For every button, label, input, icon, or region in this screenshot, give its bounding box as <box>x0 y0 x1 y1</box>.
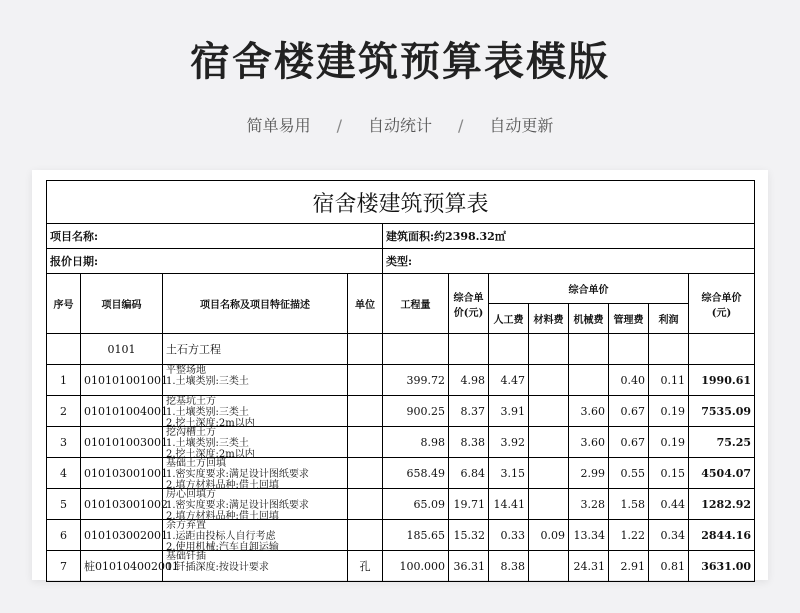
tag-separator: / <box>458 116 464 135</box>
row-unit: 孔 <box>348 551 383 582</box>
row-profit: 0.19 <box>649 396 689 427</box>
row-code: 010101003001 <box>81 427 163 458</box>
row-mgmt: 0.67 <box>609 396 649 427</box>
row-material <box>529 489 569 520</box>
row-unit <box>348 427 383 458</box>
table-row <box>47 427 755 458</box>
row-unit-price: 6.84 <box>449 458 489 489</box>
row-seq: 2 <box>47 396 81 427</box>
row-total: 4504.07 <box>689 458 755 489</box>
row-machine <box>569 365 609 396</box>
row-qty: 65.09 <box>383 489 449 520</box>
row-desc-name: 平整场地 <box>166 365 206 376</box>
row-material <box>529 458 569 489</box>
row-desc-line2: 2.填方材料品种:借土回填 <box>166 480 279 491</box>
row-profit: 0.15 <box>649 458 689 489</box>
row-machine: 3.60 <box>569 396 609 427</box>
row-unit <box>348 365 383 396</box>
row-unit-price: 15.32 <box>449 520 489 551</box>
row-desc-name: 挖基坑土方 <box>166 396 216 407</box>
row-labor: 3.91 <box>489 396 529 427</box>
row-desc-line2: 2.挖土深度:2m以内 <box>166 418 255 429</box>
row-seq: 5 <box>47 489 81 520</box>
section-code: 0101 <box>81 334 163 365</box>
budget-table <box>46 180 755 582</box>
row-profit: 0.19 <box>649 427 689 458</box>
header-profit: 利润 <box>649 304 689 334</box>
row-code: 010101004001 <box>81 396 163 427</box>
header-mgmt: 管理费 <box>609 304 649 334</box>
row-material <box>529 396 569 427</box>
row-desc-line1: 1.土壤类别:三类土 <box>166 376 249 387</box>
row-labor: 8.38 <box>489 551 529 582</box>
row-unit-price: 4.98 <box>449 365 489 396</box>
row-desc-line1: 1.土壤类别:三类土 <box>166 438 249 449</box>
feature-tags <box>0 113 800 136</box>
row-qty: 658.49 <box>383 458 449 489</box>
row-seq: 4 <box>47 458 81 489</box>
building-area: 建筑面积:约2398.32㎡ <box>383 224 755 249</box>
row-code: 桩010104002001 <box>81 551 163 582</box>
row-total: 3631.00 <box>689 551 755 582</box>
row-labor: 3.92 <box>489 427 529 458</box>
row-desc-line1: 1.运距由投标人自行考虑 <box>166 531 276 542</box>
row-total: 2844.16 <box>689 520 755 551</box>
type-label: 类型: <box>383 249 755 274</box>
row-material <box>529 365 569 396</box>
row-material <box>529 427 569 458</box>
row-mgmt: 2.91 <box>609 551 649 582</box>
row-code: 010101001001 <box>81 365 163 396</box>
row-desc-line2: 2.填方材料品种:借土回填 <box>166 511 279 522</box>
header-labor: 人工费 <box>489 304 529 334</box>
row-unit-price: 19.71 <box>449 489 489 520</box>
row-labor: 3.15 <box>489 458 529 489</box>
row-total: 1990.61 <box>689 365 755 396</box>
table-row <box>47 396 755 427</box>
section-name: 土石方工程 <box>163 334 348 365</box>
row-machine: 3.60 <box>569 427 609 458</box>
table-row <box>47 520 755 551</box>
row-desc-name: 挖沟槽土方 <box>166 427 216 438</box>
row-unit <box>348 489 383 520</box>
row-desc-name: 余方弃置 <box>166 520 206 531</box>
header-seq: 序号 <box>47 274 81 334</box>
row-mgmt: 1.22 <box>609 520 649 551</box>
row-labor: 14.41 <box>489 489 529 520</box>
row-description <box>163 520 348 551</box>
row-qty: 100.000 <box>383 551 449 582</box>
quote-date-label: 报价日期: <box>47 249 383 274</box>
row-machine: 13.34 <box>569 520 609 551</box>
row-labor: 0.33 <box>489 520 529 551</box>
row-unit <box>348 458 383 489</box>
row-total: 75.25 <box>689 427 755 458</box>
row-qty: 8.98 <box>383 427 449 458</box>
sheet-title: 宿舍楼建筑预算表 <box>47 181 755 224</box>
row-qty: 185.65 <box>383 520 449 551</box>
row-code: 010103002001 <box>81 520 163 551</box>
header-desc: 项目名称及项目特征描述 <box>163 274 348 334</box>
row-machine: 2.99 <box>569 458 609 489</box>
header-unit: 单位 <box>348 274 383 334</box>
header-material: 材料费 <box>529 304 569 334</box>
row-unit-price: 8.37 <box>449 396 489 427</box>
row-machine: 24.31 <box>569 551 609 582</box>
row-qty: 900.25 <box>383 396 449 427</box>
tag-easy: 简单易用 <box>246 116 311 135</box>
row-profit: 0.81 <box>649 551 689 582</box>
row-description <box>163 396 348 427</box>
table-row <box>47 551 755 582</box>
row-description <box>163 551 348 582</box>
row-mgmt: 0.55 <box>609 458 649 489</box>
row-unit-price: 36.31 <box>449 551 489 582</box>
row-material: 0.09 <box>529 520 569 551</box>
row-mgmt: 0.67 <box>609 427 649 458</box>
row-total: 7535.09 <box>689 396 755 427</box>
row-seq: 7 <box>47 551 81 582</box>
row-desc-line1: 1.密实度要求:满足设计图纸要求 <box>166 500 309 511</box>
row-mgmt: 0.40 <box>609 365 649 396</box>
header-machine: 机械费 <box>569 304 609 334</box>
row-unit <box>348 396 383 427</box>
row-description <box>163 427 348 458</box>
header-qty: 工程量 <box>383 274 449 334</box>
row-desc-line2: 2.挖土深度:2m以内 <box>166 449 255 460</box>
table-row <box>47 489 755 520</box>
row-code: 010103001001 <box>81 458 163 489</box>
row-code: 010103001002 <box>81 489 163 520</box>
tag-auto-update: 自动更新 <box>489 116 554 135</box>
row-mgmt: 1.58 <box>609 489 649 520</box>
header-code: 项目编码 <box>81 274 163 334</box>
page-title: 宿舍楼建筑预算表模版 <box>190 39 610 85</box>
row-seq: 3 <box>47 427 81 458</box>
row-desc-line1: 1.密实度要求:满足设计图纸要求 <box>166 469 309 480</box>
row-machine: 3.28 <box>569 489 609 520</box>
tag-separator: / <box>336 116 342 135</box>
row-desc-name: 房心回填方 <box>166 489 216 500</box>
row-profit: 0.11 <box>649 365 689 396</box>
row-desc-line2: 2.使用机械:汽车自卸运输 <box>166 542 279 553</box>
row-desc-line1: 1.钎插深度:按设计要求 <box>166 562 269 573</box>
header-total: 综合单价(元) <box>689 274 755 334</box>
table-row <box>47 458 755 489</box>
row-unit-price: 8.38 <box>449 427 489 458</box>
row-seq: 1 <box>47 365 81 396</box>
row-labor: 4.47 <box>489 365 529 396</box>
row-description <box>163 489 348 520</box>
row-seq: 6 <box>47 520 81 551</box>
row-desc-name: 基础钎插 <box>166 551 206 562</box>
section-row <box>47 334 755 365</box>
row-unit <box>348 520 383 551</box>
row-total: 1282.92 <box>689 489 755 520</box>
row-description <box>163 365 348 396</box>
tag-auto-stats: 自动统计 <box>367 116 432 135</box>
row-description <box>163 458 348 489</box>
row-qty: 399.72 <box>383 365 449 396</box>
row-material <box>529 551 569 582</box>
row-desc-name: 基础土方回填 <box>166 458 226 469</box>
budget-sheet <box>32 170 768 580</box>
header-price-group: 综合单价 <box>489 274 689 304</box>
row-desc-line1: 1.土壤类别:三类土 <box>166 407 249 418</box>
header-unit-price: 综合单价(元) <box>449 274 489 334</box>
project-name-label: 项目名称: <box>47 224 383 249</box>
row-profit: 0.44 <box>649 489 689 520</box>
row-profit: 0.34 <box>649 520 689 551</box>
table-row <box>47 365 755 396</box>
